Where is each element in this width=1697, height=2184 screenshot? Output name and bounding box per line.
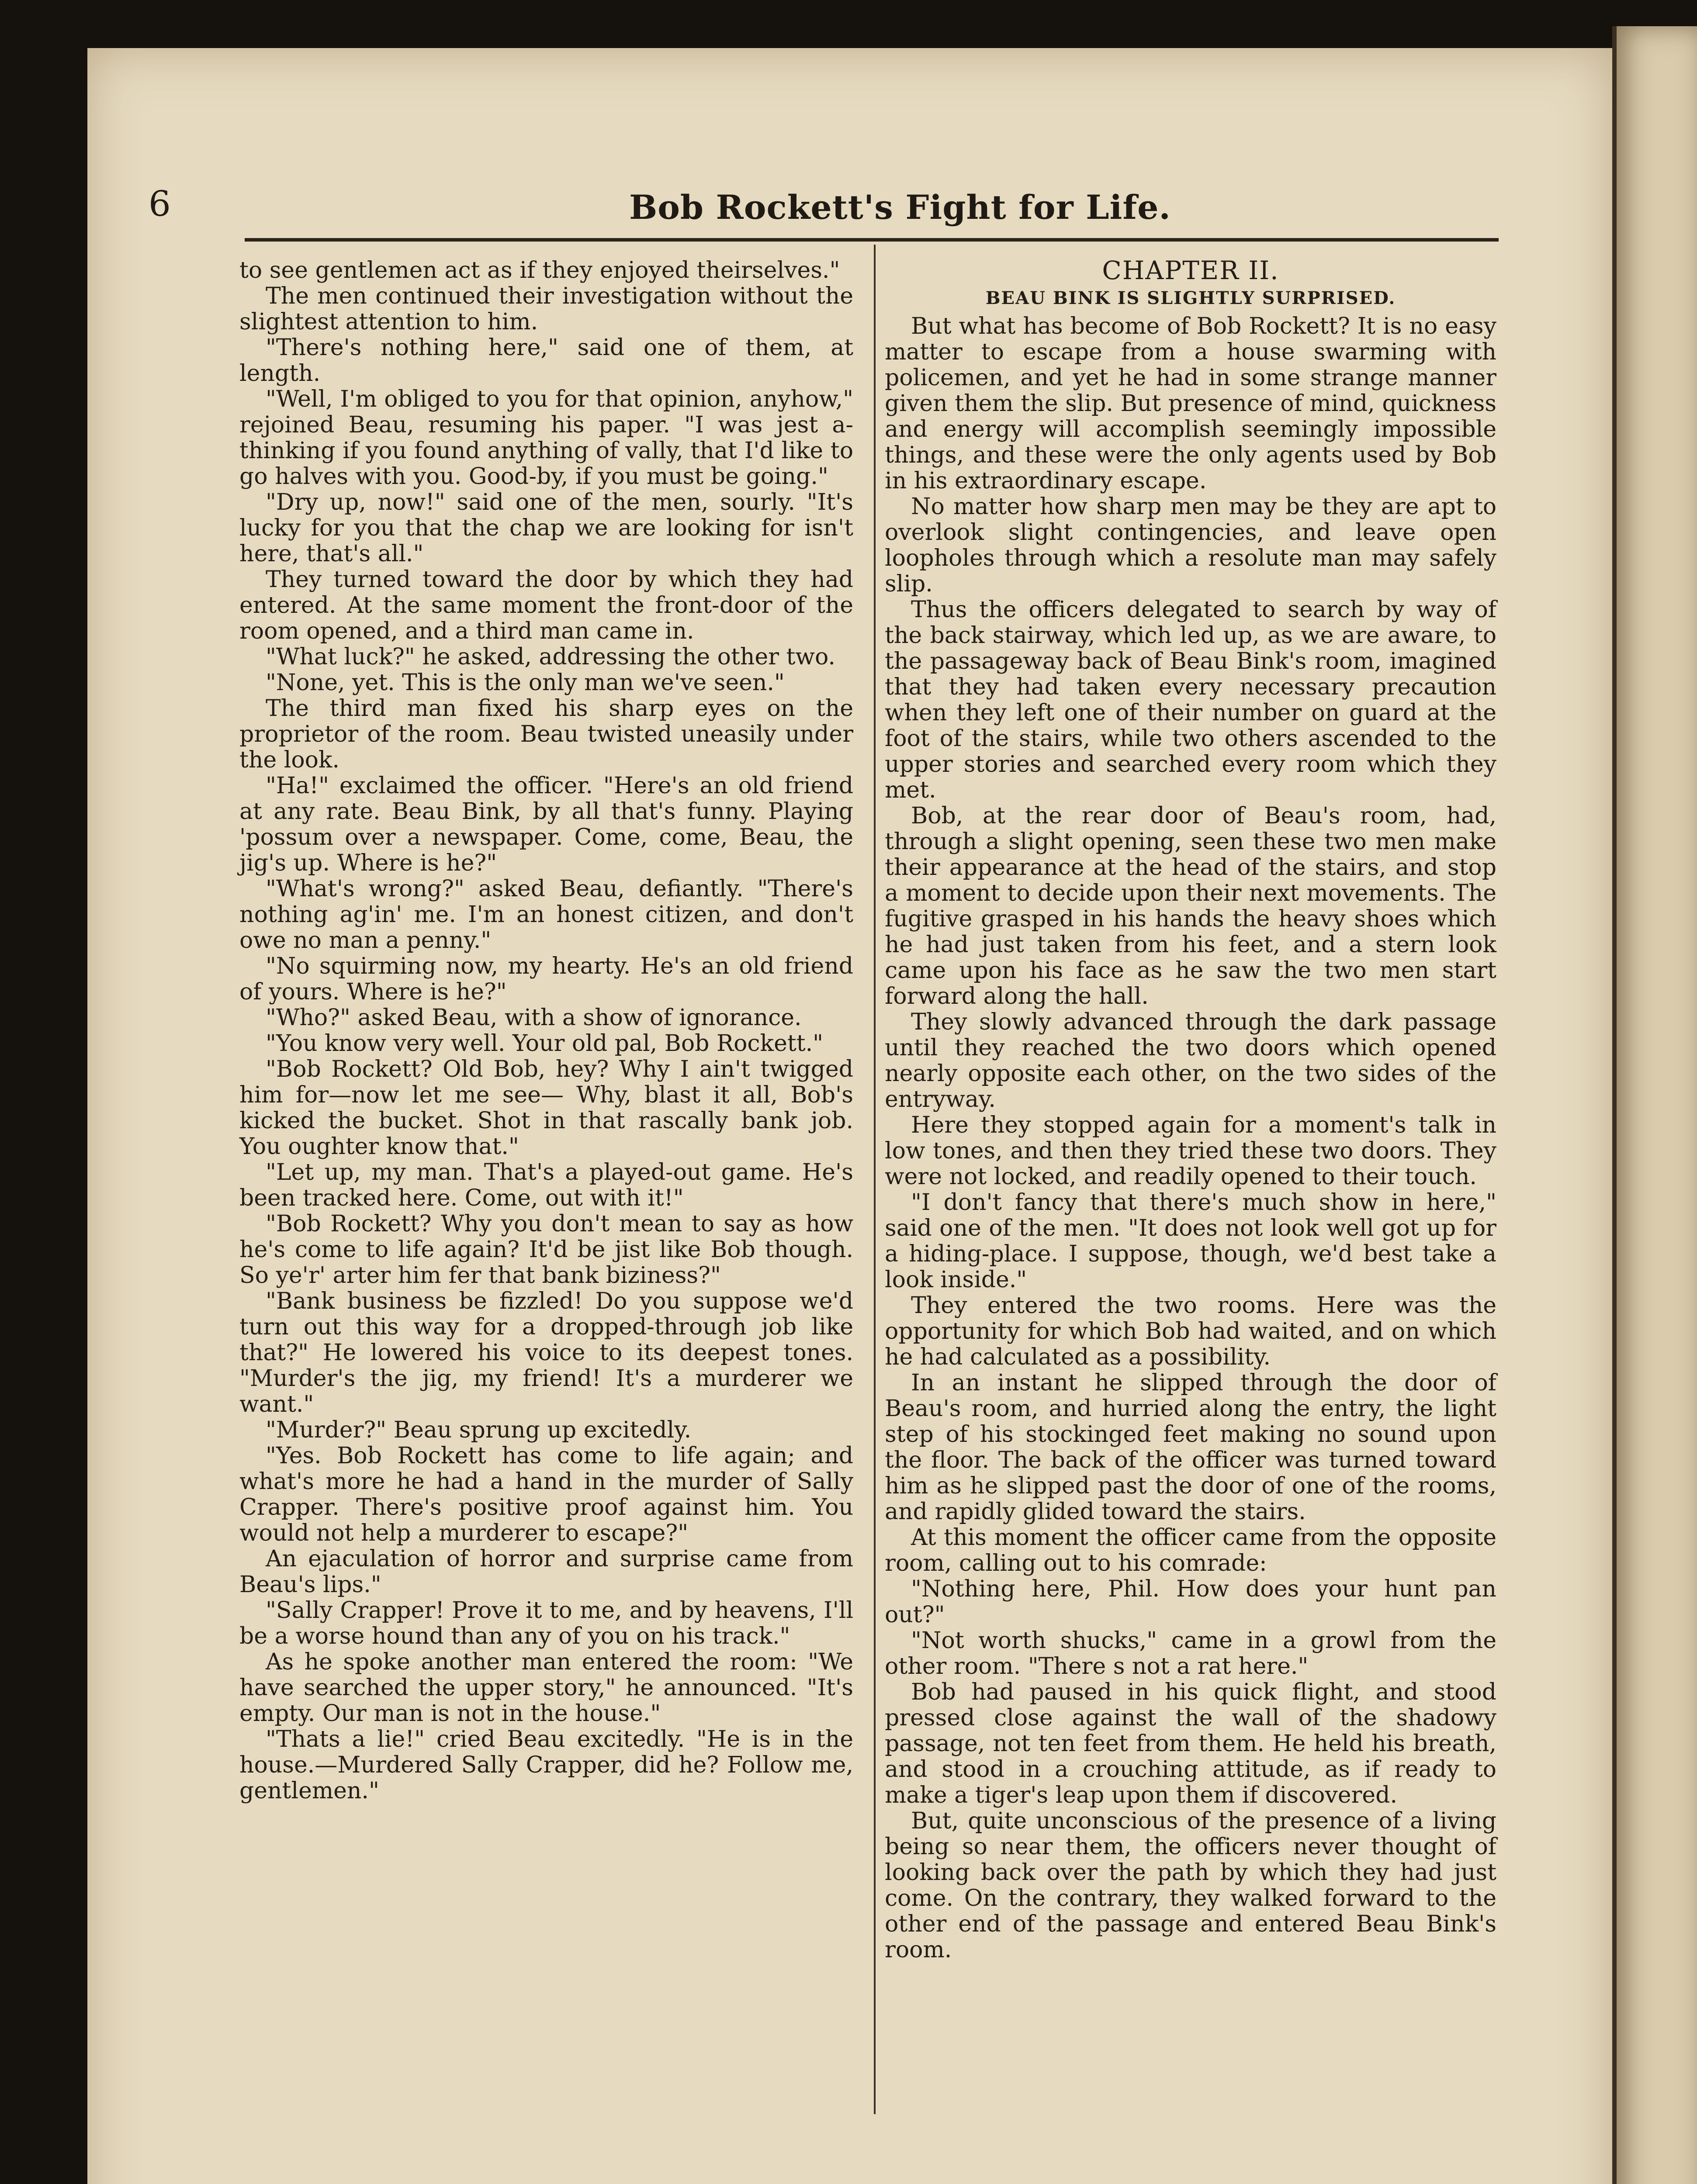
paragraph: The third man fixed his sharp eyes on the proprietor of the room. Beau twisted uneasily under the look. (239, 695, 853, 773)
paragraph: "Well, I'm obliged to you for that opinion, anyhow," rejoined Beau, resuming his paper. "I was jest a-thinking if you found anything of vally, that I'd like to go halves with you. Good-by, if you must be going." (239, 386, 853, 490)
paragraph: "None, yet. This is the only man we've seen." (266, 670, 785, 696)
paragraph: No matter how sharp men may be they are apt to overlook slight contingencies, and leave open loopholes through which a resolute man may safely slip. (885, 494, 1496, 597)
paragraph: Bob had paused in his quick flight, and stood pressed close against the wall of the shadowy passage, not ten feet from them. He held his breath, and stood in a crouching attitude, as if ready to make a tiger's leap upon them if discovered. (885, 1679, 1496, 1808)
paragraph: They slowly advanced through the dark passage until they reached the two doors which opened nearly opposite each other, on the two sides of the entryway. (885, 1009, 1496, 1113)
paragraph: "Who?" asked Beau, with a show of ignorance. (266, 1005, 802, 1031)
paragraph: But, quite unconscious of the presence of a living being so near them, the officers never thought of looking back over the path by which they had just come. On the contrary, they walked forward to the other end of the passage and entered Beau Bink's room. (885, 1808, 1496, 1963)
paragraph: "No squirming now, my hearty. He's an old friend of yours. Where is he?" (239, 953, 853, 1005)
paragraph: "I don't fancy that there's much show in here," said one of the men. "It does not look well got up for a hiding-place. I suppose, though, we'd best take a look inside." (885, 1189, 1496, 1293)
paragraph: "Murder?" Beau sprung up excitedly. (266, 1417, 692, 1443)
page-number: 6 (149, 183, 171, 224)
facing-page-edge (1617, 26, 1697, 2184)
paragraph: "You know very well. Your old pal, Bob Rockett." (266, 1030, 824, 1057)
paragraph: In an instant he slipped through the door of Beau's room, and hurried along the entry, the light step of his stockinged feet making no sound upon the floor. The back of the officer was turned toward him as he slipped past the door of one of the rooms, and rapidly glided toward the stairs. (885, 1370, 1496, 1525)
paragraph: They turned toward the door by which they had entered. At the same moment the front-door of the room opened, and a third man came in. (239, 567, 853, 644)
paragraph: An ejaculation of horror and surprise came from Beau's lips." (239, 1546, 853, 1598)
paragraph: "There's nothing here," said one of them, at length. (239, 335, 853, 387)
paragraph: But what has become of Bob Rockett? It is no easy matter to escape from a house swarming with policemen, and yet he had in some strange manner given them the slip. But presence of mind, quickness and energy will accomplish seemingly impossible things, and these were the only agents used by Bob in his extraordinary escape. (885, 313, 1496, 494)
paragraph: "Yes. Bob Rockett has come to life again; and what's more he had a hand in the murder of Sally Crapper. There's positive proof against him. You would not help a murderer to escape?" (239, 1443, 853, 1546)
paragraph: "Bob Rockett? Why you don't mean to say as how he's come to life again? It'd be jist like Bob though. So ye'r' arter him fer that bank biziness?" (239, 1211, 853, 1289)
paragraph: "Bob Rockett? Old Bob, hey? Why I ain't twigged him for—now let me see— Why, blast it all, Bob's kicked the bucket. Shot in that rascally bank job. You oughter know that." (239, 1056, 853, 1160)
column-divider (874, 245, 876, 2114)
right-column (885, 258, 1496, 1963)
paragraph: At this moment the officer came from the opposite room, calling out to his comrade: (885, 1524, 1496, 1576)
running-title: Bob Rockett's Fight for Life. (629, 188, 1171, 227)
paragraph: "What luck?" he asked, addressing the other two. (266, 644, 835, 670)
paragraph: "Not worth shucks," came in a growl from the other room. "There s not a rat here." (885, 1628, 1496, 1679)
paragraph: As he spoke another man entered the room: "We have searched the upper story," he announced. "It's empty. Our man is not in the house." (239, 1649, 853, 1727)
paragraph: Thus the officers delegated to search by way of the back stairway, which led up, as we are aware, to the passageway back of Beau Bink's room, imagined that they had taken every necessary precaution when they left one of their number on guard at the foot of the stairs, while two others ascended to the upper stories and searched every room which they met. (885, 597, 1496, 803)
paragraph: "Thats a lie!" cried Beau excitedly. "He is in the house.—Murdered Sally Crapper, did he? Follow me, gentlemen." (239, 1726, 853, 1804)
header-rule (245, 238, 1499, 242)
chapter-title: CHAPTER II. (1102, 256, 1279, 285)
paragraph: "Let up, my man. That's a played-out game. He's been tracked here. Come, out with it!" (239, 1159, 853, 1211)
left-column (239, 258, 853, 1804)
paragraph: "Sally Crapper! Prove it to me, and by heavens, I'll be a worse hound than any of you on his track." (239, 1597, 853, 1649)
paragraph: They entered the two rooms. Here was the opportunity for which Bob had waited, and on which he had calculated as a possibility. (885, 1292, 1496, 1370)
paragraph: "Dry up, now!" said one of the men, sourly. "It's lucky for you that the chap we are looking for isn't here, that's all." (239, 489, 853, 567)
chapter-subtitle: BEAU BINK IS SLIGHTLY SURPRISED. (985, 288, 1396, 308)
paragraph: "Ha!" exclaimed the officer. "Here's an old friend at any rate. Beau Bink, by all that's funny. Playing 'possum over a newspaper. Come, come, Beau, the jig's up. Where is he?" (239, 773, 853, 876)
paragraph: "Bank business be fizzled! Do you suppose we'd turn out this way for a dropped-through job like that?" He lowered his voice to its deepest tones. "Murder's the jig, my friend! It's a murderer we want." (239, 1288, 853, 1417)
paragraph: Here they stopped again for a moment's talk in low tones, and then they tried these two doors. They were not locked, and readily opened to their touch. (885, 1112, 1496, 1190)
paragraph: to see gentlemen act as if they enjoyed theirselves." (239, 257, 840, 283)
page-header (149, 183, 1499, 232)
paragraph: Bob, at the rear door of Beau's room, had, through a slight opening, seen these two men make their appearance at the head of the stairs, and stop a moment to decide upon their next movements. The fugitive grasped in his hands the heavy shoes which he had just taken from his feet, and a stern look came upon his face as he saw the two men start forward along the hall. (885, 803, 1496, 1009)
paragraph: "What's wrong?" asked Beau, defiantly. "There's nothing ag'in' me. I'm an honest citizen, and don't owe no man a penny." (239, 876, 853, 954)
paragraph: "Nothing here, Phil. How does your hunt pan out?" (885, 1576, 1496, 1628)
paragraph: The men continued their investigation without the slightest attention to him. (239, 283, 853, 335)
